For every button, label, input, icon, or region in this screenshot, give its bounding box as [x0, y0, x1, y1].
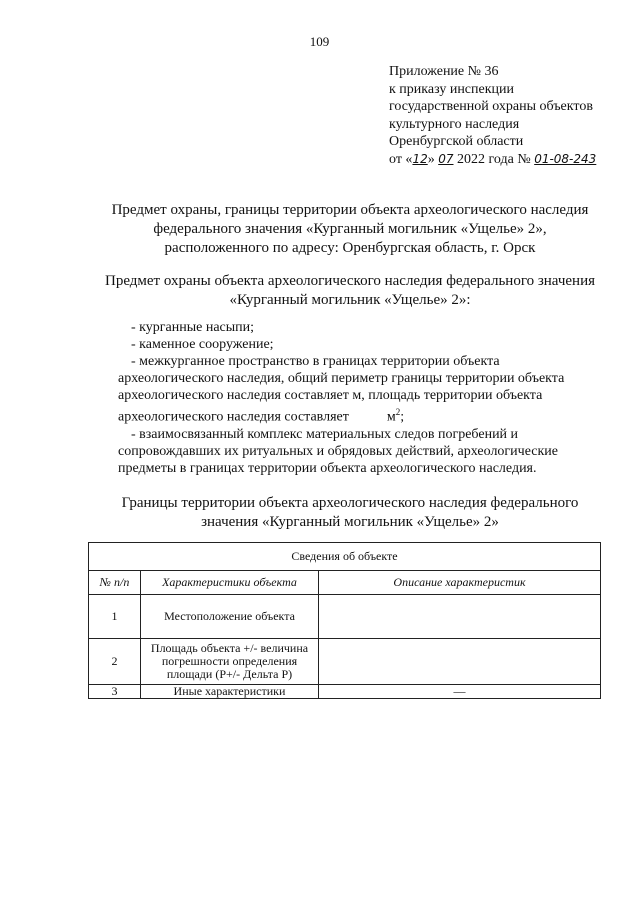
handwritten-month: 07 — [438, 151, 454, 166]
cell-line: площади (Р+/- Дельта Р) — [166, 667, 293, 681]
heading-line: «Курганный могильник «Ущелье» 2»: — [229, 292, 471, 308]
list-item-continuation: археологического наследия составляет м, площадь территории объекта — [118, 388, 543, 403]
date-prefix: от « — [389, 151, 413, 167]
row-number: 2 — [89, 639, 141, 685]
row-description — [319, 639, 601, 685]
page-number: 109 — [309, 34, 330, 49]
document-title — [60, 201, 639, 258]
column-header-description: Описание характеристик — [319, 571, 601, 595]
row-characteristic: Иные характеристики — [141, 685, 319, 699]
heading-line: Границы территории объекта археологического наследия федерального — [121, 495, 579, 511]
row-description — [319, 595, 601, 639]
list-item: - курганные насыпи; — [131, 320, 255, 335]
handwritten-order-number: 01-08-243 — [534, 151, 597, 166]
list-item: - каменное сооружение; — [131, 337, 274, 352]
date-mid: » — [427, 151, 435, 167]
list-item — [131, 353, 599, 370]
annex-line: к приказу инспекции — [389, 81, 515, 97]
punctuation: ; — [400, 409, 405, 425]
table-row — [89, 685, 601, 699]
cell-line: Площадь объекта +/- величина — [150, 641, 309, 655]
row-number: 3 — [89, 685, 141, 699]
handwritten-day: 12 — [412, 151, 428, 166]
territory-bounds-heading — [60, 494, 639, 532]
table-caption: Сведения об объекте — [89, 543, 601, 571]
annex-line: государственной охраны объектов — [389, 99, 593, 114]
annex-header — [389, 63, 596, 168]
annex-line: культурного наследия — [389, 116, 520, 132]
list-item-text: археологического наследия составляет — [118, 409, 349, 425]
title-line: Предмет охраны, границы территории объекта археологического наследия — [111, 202, 589, 218]
row-description: — — [319, 685, 601, 699]
list-item-continuation: предметы в границах территории объекта археологического наследия. — [118, 460, 537, 476]
row-number: 1 — [89, 595, 141, 639]
row-characteristic: Местоположение объекта — [141, 595, 319, 639]
protection-subject-heading — [60, 272, 639, 310]
list-item: - взаимосвязанный комплекс материальных следов погребений и — [131, 426, 519, 442]
title-line: федерального значения «Курганный могильник «Ущелье» 2», — [153, 221, 547, 237]
list-item-text: - межкурганное пространство в границах территории объекта — [131, 354, 500, 369]
annex-line: Оренбургской области — [389, 134, 524, 149]
row-characteristic — [141, 639, 319, 685]
object-info-table — [88, 542, 601, 699]
table-row — [89, 595, 601, 639]
unit-text: м — [386, 409, 396, 425]
annex-title: Приложение № 36 — [389, 64, 499, 79]
title-line: расположенного по адресу: Оренбургская область, г. Орск — [164, 240, 536, 256]
list-item-continuation: сопровождавших их ритуальных и обрядовых действий, археологические — [118, 443, 558, 459]
heading-line: Предмет охраны объекта археологического наследия федерального значения — [104, 273, 596, 289]
unit-superscript: 2 — [395, 407, 401, 417]
table-row — [89, 639, 601, 685]
column-header-number: № п/п — [89, 571, 141, 595]
list-item-continuation — [118, 404, 599, 426]
object-info-table-wrap — [88, 542, 600, 699]
annex-date-line — [389, 151, 596, 169]
protection-subject-list — [119, 319, 599, 477]
list-item-continuation: археологического наследия, общий периметр границы территории объекта — [118, 371, 565, 386]
date-year: 2022 года № — [457, 151, 531, 167]
column-header-characteristic: Характеристики объекта — [141, 571, 319, 595]
heading-line: значения «Курганный могильник «Ущелье» 2» — [201, 514, 499, 530]
cell-line: погрешности определения — [161, 654, 298, 668]
